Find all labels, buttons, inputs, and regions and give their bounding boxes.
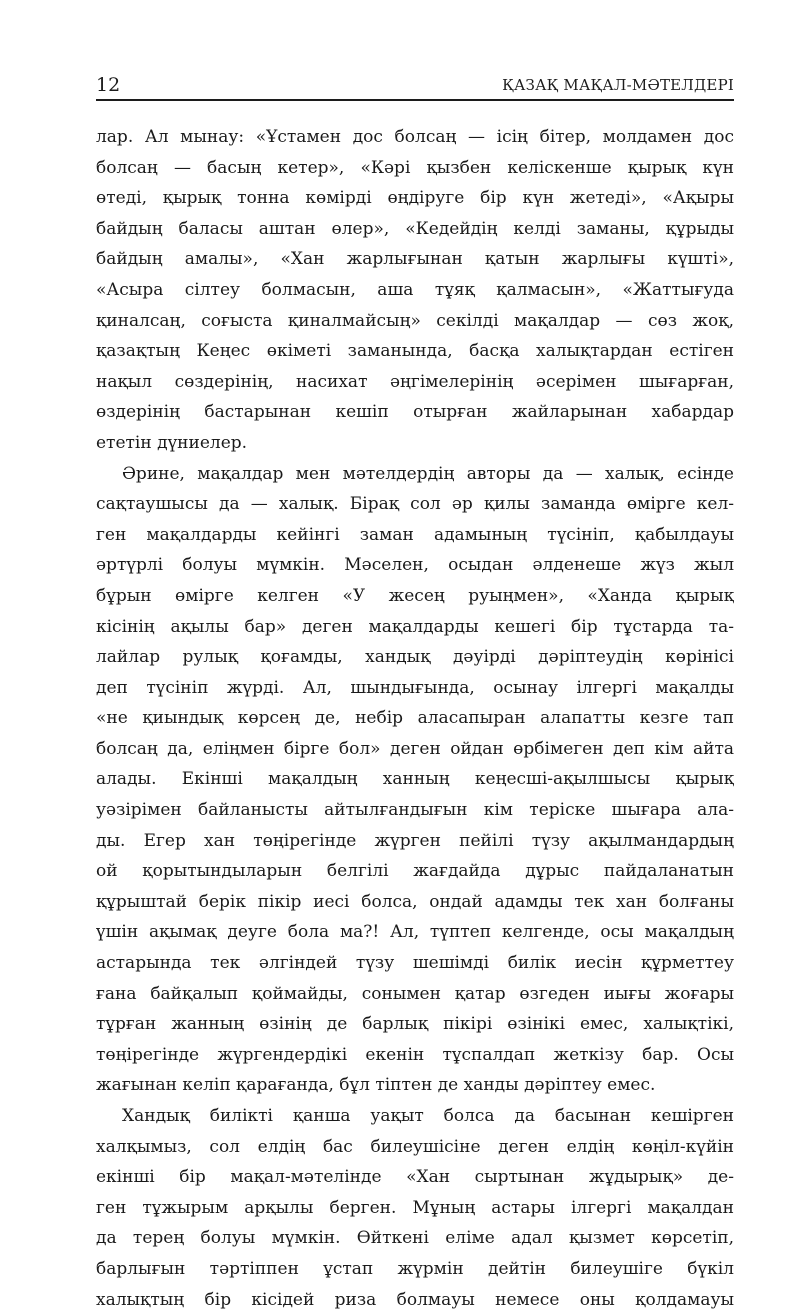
text-line: жағынан келіп қарағанда, бұл тіптен де ханды дәріптеу емес. xyxy=(96,1075,656,1096)
text-line: байдың баласы аштан өлер», «Кедейдің келді заманы, құрыды xyxy=(96,218,734,239)
text-line: байдың амалы», «Хан жарлығынан қатын жарлығы күшті», xyxy=(96,249,734,270)
text-line: тұрған жанның өзінің де барлық пікірі өзінікі емес, халықтікі, xyxy=(96,1014,734,1035)
text-line: лар. Ал мынау: «Ұстамен дос болсаң — ісің бітер, молдамен дос xyxy=(96,127,734,147)
text-line: ды. Егер хан төңірегінде жүрген пейілі түзу ақылмандардың xyxy=(96,830,734,851)
text-line: болсаң — басың кетер», «Кәрі қызбен келіскенше қырық күн xyxy=(96,157,734,178)
text-line: бұрын өмірге келген «У жесең руыңмен», «Ханда қырық xyxy=(96,585,734,606)
text-line: халықтың бір кісідей риза болмауы немесе оны қолдамауы xyxy=(96,1289,734,1310)
page-header xyxy=(96,72,734,98)
text-line: өздерінің бастарынан кешіп отырған жайларынан хабардар xyxy=(96,402,734,423)
text-line: ететін дүниелер. xyxy=(96,432,248,453)
text-line: ген тұжырым арқылы берген. Мұның астары ілгергі мақалдан xyxy=(96,1197,734,1218)
paragraph xyxy=(96,122,734,459)
header-rule xyxy=(96,99,734,101)
text-line: кісінің ақылы бар» деген мақалдарды кешегі бір тұстарда та- xyxy=(96,616,734,637)
text-line: «Асыра сілтеу болмасын, аша тұяқ қалмасын», «Жаттығуда xyxy=(96,279,734,300)
text-line: үшін ақымақ деуге бола ма?! Ал, түптеп келгенде, осы мақалдың xyxy=(96,922,734,943)
text-line: ой қорытындыларын белгілі жағдайда дұрыс пайдаланатын xyxy=(96,861,734,882)
text-line: халқымыз, сол елдің бас билеушісіне деген елдің көңіл-күйін xyxy=(96,1136,734,1157)
paragraph xyxy=(96,1101,734,1315)
text-line: қиналсаң, соғыста қиналмайсың» секілді мақалдар — сөз жоқ, xyxy=(96,310,734,331)
text-line: ғана байқалып қоймайды, сонымен қатар өзгеден иығы жоғары xyxy=(96,983,734,1004)
running-title: ҚАЗАҚ МАҚАЛ-МӘТЕЛДЕРІ xyxy=(502,76,734,94)
text-line: қазақтың Кеңес өкіметі заманында, басқа халықтардан естіген xyxy=(96,341,734,362)
text-line: лайлар рулық қоғамды, хандық дәуірді дәріптеудің көрінісі xyxy=(96,647,734,668)
text-line: сақтаушысы да — халық. Бірақ сол әр қилы заманда өмірге кел- xyxy=(96,494,734,515)
body-text xyxy=(96,122,734,1315)
text-line: уәзірімен байланысты айтылғандығын кім теріске шығара ала- xyxy=(96,800,734,821)
text-line: «не қиындық көрсең де, небір аласапыран алапатты кезге тап xyxy=(96,708,734,729)
text-line: барлығын тәртіппен ұстап жүрмін дейтін билеушіге бүкіл xyxy=(96,1258,734,1279)
text-line: Хандық билікті қанша уақыт болса да басынан кешірген xyxy=(122,1106,734,1126)
text-line: болсаң да, еліңмен бірге бол» деген ойдан өрбімеген деп кім айта xyxy=(96,738,734,759)
text-line: деп түсініп жүрді. Ал, шындығында, осынау ілгергі мақалды xyxy=(96,677,734,698)
text-line: әртүрлі болуы мүмкін. Мәселен, осыдан әлденеше жүз жыл xyxy=(96,555,734,576)
text-line: құрыштай берік пікір иесі болса, ондай адамды тек хан болғаны xyxy=(96,891,734,912)
text-line: төңірегінде жүргендердікі екенін тұспалдап жеткізу бар. Осы xyxy=(96,1044,734,1065)
text-line: ген мақалдарды кейінгі заман адамының түсініп, қабылдауы xyxy=(96,524,734,545)
text-line: астарында тек әлгіндей түзу шешімді билік иесін құрметтеу xyxy=(96,953,734,974)
text-line: екінші бір мақал-мәтелінде «Хан сыртынан жұдырық» де- xyxy=(96,1167,734,1188)
text-line: өтеді, қырық тонна көмірді өңдіруге бір күн жетеді», «Ақыры xyxy=(96,188,734,209)
paragraph xyxy=(96,459,734,1101)
text-line: алады. Екінші мақалдың ханның кеңесші-ақылшысы қырық xyxy=(96,769,734,790)
text-line: да терең болуы мүмкін. Өйткені еліме адал қызмет көрсетіп, xyxy=(96,1228,734,1249)
page-number: 12 xyxy=(96,74,121,96)
text-line: Әрине, мақалдар мен мәтелдердің авторы да — халық, есінде xyxy=(122,463,734,484)
text-line: нақыл сөздерінің, насихат әңгімелерінің әсерімен шығарған, xyxy=(96,371,734,392)
